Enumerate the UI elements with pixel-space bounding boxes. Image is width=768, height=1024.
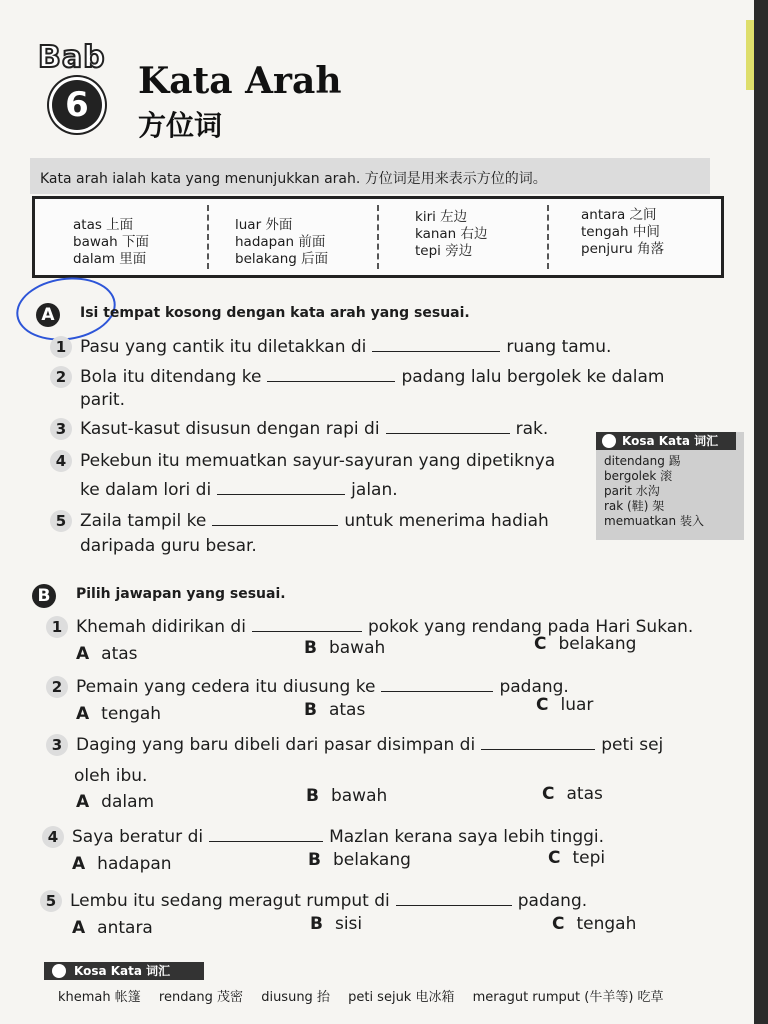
option-b[interactable]: B sisi: [310, 914, 363, 934]
answer-blank[interactable]: [481, 748, 595, 750]
vocab-divider: [207, 205, 209, 269]
question-text: padang.: [517, 891, 588, 911]
vocab-column: [581, 207, 664, 283]
section-b-title: Pilih jawapan yang sesuai.: [76, 586, 286, 602]
question-number: 1: [50, 336, 72, 358]
kosa-kata-item: khemah 帐篷: [58, 990, 141, 1005]
kosa-kata-icon: [602, 434, 616, 448]
question-number: 3: [50, 418, 72, 440]
page-title: Kata Arah: [138, 60, 342, 102]
chapter-number: 6: [52, 80, 102, 130]
vocab-word: bawah 下面: [73, 234, 150, 250]
question-a4: [50, 450, 555, 472]
question-number: 5: [50, 510, 72, 532]
kosa-kata-item: diusung 抬: [261, 990, 330, 1005]
intro-text: Kata arah ialah kata yang menunjukkan arah. 方位词是用来表示方位的词。: [40, 171, 547, 187]
kosa-kata-header-bottom: Kosa Kata 词汇: [44, 962, 204, 980]
vocab-divider: [377, 205, 379, 269]
vocab-word: atas 上面: [73, 217, 134, 233]
question-b2: [46, 676, 569, 698]
question-text: Pemain yang cedera itu diusung ke: [76, 677, 376, 697]
option-c[interactable]: C belakang: [534, 634, 637, 654]
question-text: Daging yang baru dibeli dari pasar disimpan di: [76, 735, 476, 755]
question-text: peti sej: [601, 735, 664, 755]
kosa-kata-item: meragut rumput (牛羊等) 吃草: [472, 990, 664, 1005]
section-a-title: Isi tempat kosong dengan kata arah yang sesuai.: [80, 305, 470, 321]
question-text: Zaila tampil ke: [80, 511, 207, 531]
question-text: Khemah didirikan di: [76, 617, 246, 637]
vocab-word: kiri 左边: [415, 209, 468, 225]
kosa-kata-item: memuatkan 装入: [604, 514, 704, 528]
vocab-table: [32, 196, 724, 278]
vocab-word: antara 之间: [581, 207, 657, 223]
question-b4: [42, 826, 604, 848]
option-a[interactable]: A antara: [72, 918, 153, 938]
question-a2-cont: parit.: [80, 390, 125, 410]
answer-blank[interactable]: [217, 493, 345, 495]
question-number: 2: [46, 676, 68, 698]
answer-blank[interactable]: [252, 630, 362, 632]
page-edge: [754, 0, 768, 1024]
vocab-word: hadapan 前面: [235, 234, 326, 250]
option-a[interactable]: A atas: [76, 644, 138, 664]
option-c[interactable]: C atas: [542, 784, 603, 804]
option-c[interactable]: C luar: [536, 695, 594, 715]
question-number: 4: [50, 450, 72, 472]
kosa-kata-icon: [52, 964, 66, 978]
kosa-kata-item: parit 水沟: [604, 484, 660, 498]
page-title-cn: 方位词: [138, 109, 223, 142]
question-text: jalan.: [351, 480, 398, 500]
answer-blank[interactable]: [396, 904, 512, 906]
answer-blank[interactable]: [209, 840, 323, 842]
question-number: 5: [40, 890, 62, 912]
option-b[interactable]: B atas: [304, 700, 366, 720]
kosa-kata-item: rak (鞋) 架: [604, 499, 665, 513]
vocab-word: tengah 中间: [581, 224, 660, 240]
option-b[interactable]: B bawah: [306, 786, 388, 806]
question-a5-cont: daripada guru besar.: [80, 536, 257, 556]
kosa-kata-header: Kosa Kata 词汇: [596, 432, 736, 450]
answer-blank[interactable]: [372, 350, 500, 352]
question-text: padang.: [499, 677, 569, 697]
option-a[interactable]: A tengah: [76, 704, 162, 724]
kosa-kata-item: bergolek 滚: [604, 469, 673, 483]
question-b3-cont: oleh ibu.: [74, 766, 148, 786]
question-number: 3: [46, 734, 68, 756]
question-b3: [46, 734, 663, 756]
question-number: 4: [42, 826, 64, 848]
option-b[interactable]: B bawah: [304, 638, 386, 658]
question-text: Saya beratur di: [72, 827, 204, 847]
vocab-word: luar 外面: [235, 217, 293, 233]
question-a4-cont: [80, 480, 398, 500]
vocab-word: kanan 右边: [415, 226, 488, 242]
question-text: Pasu yang cantik itu diletakkan di: [80, 337, 367, 357]
option-c[interactable]: C tepi: [548, 848, 606, 868]
kosa-kata-item: rendang 茂密: [158, 990, 244, 1005]
question-b5: [40, 890, 587, 912]
question-text: Kasut-kasut disusun dengan rapi di: [80, 419, 380, 439]
answer-blank[interactable]: [267, 380, 395, 382]
question-text: Bola itu ditendang ke: [80, 367, 262, 387]
question-text: Mazlan kerana saya lebih tinggi.: [329, 827, 605, 847]
vocab-divider: [547, 205, 549, 269]
kosa-kata-list: [604, 454, 704, 529]
question-text: padang lalu bergolek ke dalam: [401, 367, 665, 387]
vocab-column: [235, 217, 328, 293]
kosa-kata-list-bottom: [58, 986, 678, 1005]
question-number: 1: [46, 616, 68, 638]
option-a[interactable]: A dalam: [76, 792, 155, 812]
vocab-word: tepi 旁边: [415, 243, 473, 259]
answer-blank[interactable]: [386, 432, 510, 434]
option-b[interactable]: B belakang: [308, 850, 411, 870]
vocab-column: [415, 209, 488, 285]
vocab-word: belakang 后面: [235, 251, 329, 267]
section-a-badge: A: [36, 303, 60, 327]
chapter-label: Bab: [38, 40, 106, 75]
option-a[interactable]: A hadapan: [72, 854, 172, 874]
question-text: Lembu itu sedang meragut rumput di: [70, 891, 390, 911]
kosa-kata-item: peti sejuk 电冰箱: [348, 990, 455, 1005]
answer-blank[interactable]: [212, 524, 338, 526]
question-a1: [50, 336, 611, 358]
question-a5: [50, 510, 549, 532]
answer-blank[interactable]: [381, 690, 493, 692]
kosa-kata-box: [596, 432, 744, 540]
question-text: ke dalam lori di: [80, 480, 212, 500]
section-b-badge: B: [32, 584, 56, 608]
question-text: untuk menerima hadiah: [344, 511, 549, 531]
question-number: 2: [50, 366, 72, 388]
kosa-kata-item: ditendang 踢: [604, 454, 681, 468]
vocab-word: dalam 里面: [73, 251, 147, 267]
question-a2: [50, 366, 664, 388]
question-a3: [50, 418, 548, 440]
question-text: pokok yang rendang pada Hari Sukan.: [367, 617, 694, 637]
option-c[interactable]: C tengah: [552, 914, 637, 934]
question-text: Pekebun itu memuatkan sayur-sayuran yang dipetiknya: [80, 451, 556, 471]
question-text: rak.: [515, 419, 549, 439]
vocab-word: penjuru 角落: [581, 241, 665, 257]
question-text: ruang tamu.: [506, 337, 612, 357]
